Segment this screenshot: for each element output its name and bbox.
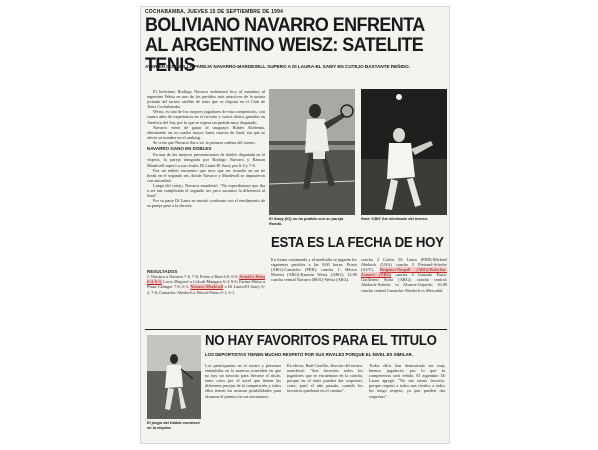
bottom-subhead: LOS DEPORTISTAS TIENEN MUCHO RESPETO POR SUS RIVALES PORQUE EL NIVEL ES SIMILAR. [205,352,413,357]
article-paragraph: Luego del cotejo, Navarro manifestó: "No esperábamos que iba a ser tan complicado el segundo set, pero sacamos la diferencia al final". [147,182,265,199]
main-headline: BOLIVIANO NAVARRO ENFRENTA AL ARGENTINO WEISZ: SATELITE TENIS [145,14,425,76]
results-text: Lucic-Degroof a Colcab-Mangara 6-4, 6-6; Farina-Weisz a Plaza-Calinger 7-6, 6-3. [147,279,265,290]
article-subtitle: NAVARRO GANO EN DOBLES [147,146,212,152]
article-paragraph: En una de las mejores presentaciones de dobles disputada en la víspera, la pareja integrada por Rodrigo Navarro y Ramon Mardesell superó a sus rivales Di Laura-El Sawy por 6-2 y 7-6. [147,152,265,168]
section-divider [145,329,447,330]
highlighted-match: Bergamo-Naspull (ARG)-Balocliar-Zomotri (ARG) [361,267,447,278]
schedule-text: cancha 2 Carlos Di Laura (PER)-Michael Abebach (USA) cancha 3 Pietrand-Schefer (AUT), [361,257,447,273]
tennis-photo-3 [147,335,201,419]
main-subhead: AYER EN DOBLES LA PAREJA NAVARRO-MARDESELL SUPERO A DI LAURA-EL SAWY EN CUTEJO BASTANTE REÑIDO. [145,64,411,69]
newspaper-page [140,6,450,444]
article-paragraph: Navarro viene de ganar al uruguayo Rubén Abelenda, eliminando en su cuadro mayor hasta cuartos de final, sin que se afecte su nombre en el ranking. [147,124,265,140]
tennis-photo-1 [269,89,355,215]
results-title: RESULTADOS [147,269,178,274]
article-column-left [147,89,265,267]
photo-caption-2: Ruta 'CBH' fue eliminado del torneo. [361,216,429,221]
schedule-right-text [361,257,447,317]
dateline: COCHABAMBA, JUEVES 15 DE SEPTIEMBRE DE 1994 [145,9,284,15]
highlighted-result: Navarro-Mardesell [190,284,224,290]
results-text: J. Navarro a Navarro 7-6, 7-6; Prieto a Ruiz 6-0, 6-3; [147,274,240,280]
highlighted-result: Arnold a Perea 6-4, 6-3; [147,274,265,285]
schedule-left-text: En forma continuada y al mediodía se jugarán los siguientes partidos a las 9:00 horas: Prieto (ARG)-Camacho (PER); cancha 1: Héctor Moretti (ARG)-Kasmin Weisz (ARG); 12:00 cancha central Navarro (BOL)-Weisz (ARG). [271,257,357,283]
bottom-column-2: En efecto, Raúl Castillo, director del torneo, manifestó: "Son favoritos todos los jugadores que se encuentran en la cancha, porque en el tenis pueden dar sorpresas, como pasó el año pasado, cuando los favoritos quedaron en el camino". [287,363,363,394]
bottom-column-1: Los participantes en el torneo y personas entendidas en la materia coinciden en que no hay un favorito para llevarse el título, entre otros por el nivel que tienen las diferentes parejas de la competición y todos ellos tienen las mismas posibilidades para alcanzar el premio en sus encuentros. [205,363,281,399]
schedule-text: cancha 4 Gonzalo Parra-Guillermo Soria (ARG); cancha central: Abebach-Schefer vs Alvarez-Gajardo; 16:00 cancha central Camacho-Abedoch vs Mercadal. [361,272,447,293]
bottom-column-3: Todos ellos han demostrado ser muy buenos jugadores, por lo que la competencia será reñida. El argentino Di Laura agregó: "No me siento favorito, porque respeto a todos mis rivales; a todos les tengo respeto, ya que pueden dar sorpresas". [369,363,445,399]
results-text: a Di Laura-El Sawy 6-2, 7-6; Camacho-Abedoch a Wasch-Prieto 6-1, 6-1. [147,284,265,295]
article-paragraph: Fue un reñido encuentro que tuvo que ser resuelto en un tie break en el segundo set, donde Navarro y Mardesell se impusieron con autoridad. [147,167,265,183]
photo-caption-3: El juego del Diablo comenzó en la víspera. [147,420,200,430]
photo-caption-1: El Sawy (IO) no ha podido con su pareja Rueda. [269,216,344,226]
tennis-photo-2 [361,89,447,215]
bottom-headline: NO HAY FAVORITOS PARA EL TITULO [205,332,437,349]
article-paragraph: Se creía que Navarro iba a ser la primera cadena del torneo. [153,139,256,145]
article-paragraph: Por su parte Di Laura se mostró conforme con el rendimiento de su pareja pese a la derrota. [147,198,265,209]
results-block [147,269,265,327]
article-paragraph: El boliviano Rodrigo Navarro enfrentará hoy al matutino al argentino Weisz en uno de los partidos más atractivos de la quinta jornada del torneo satélite de tenis que se disputa en el Club de Tenis Cochabamba. [147,89,265,110]
schedule-title: ESTA ES LA FECHA DE HOY [271,234,444,251]
article-paragraph: Weisz, es uno de los mejores jugadores de esta competición, con cuatro años de experiencia en el circuito y varios títulos ganados en América del Sur, por lo que se espera un partido muy disputado. [147,109,265,125]
